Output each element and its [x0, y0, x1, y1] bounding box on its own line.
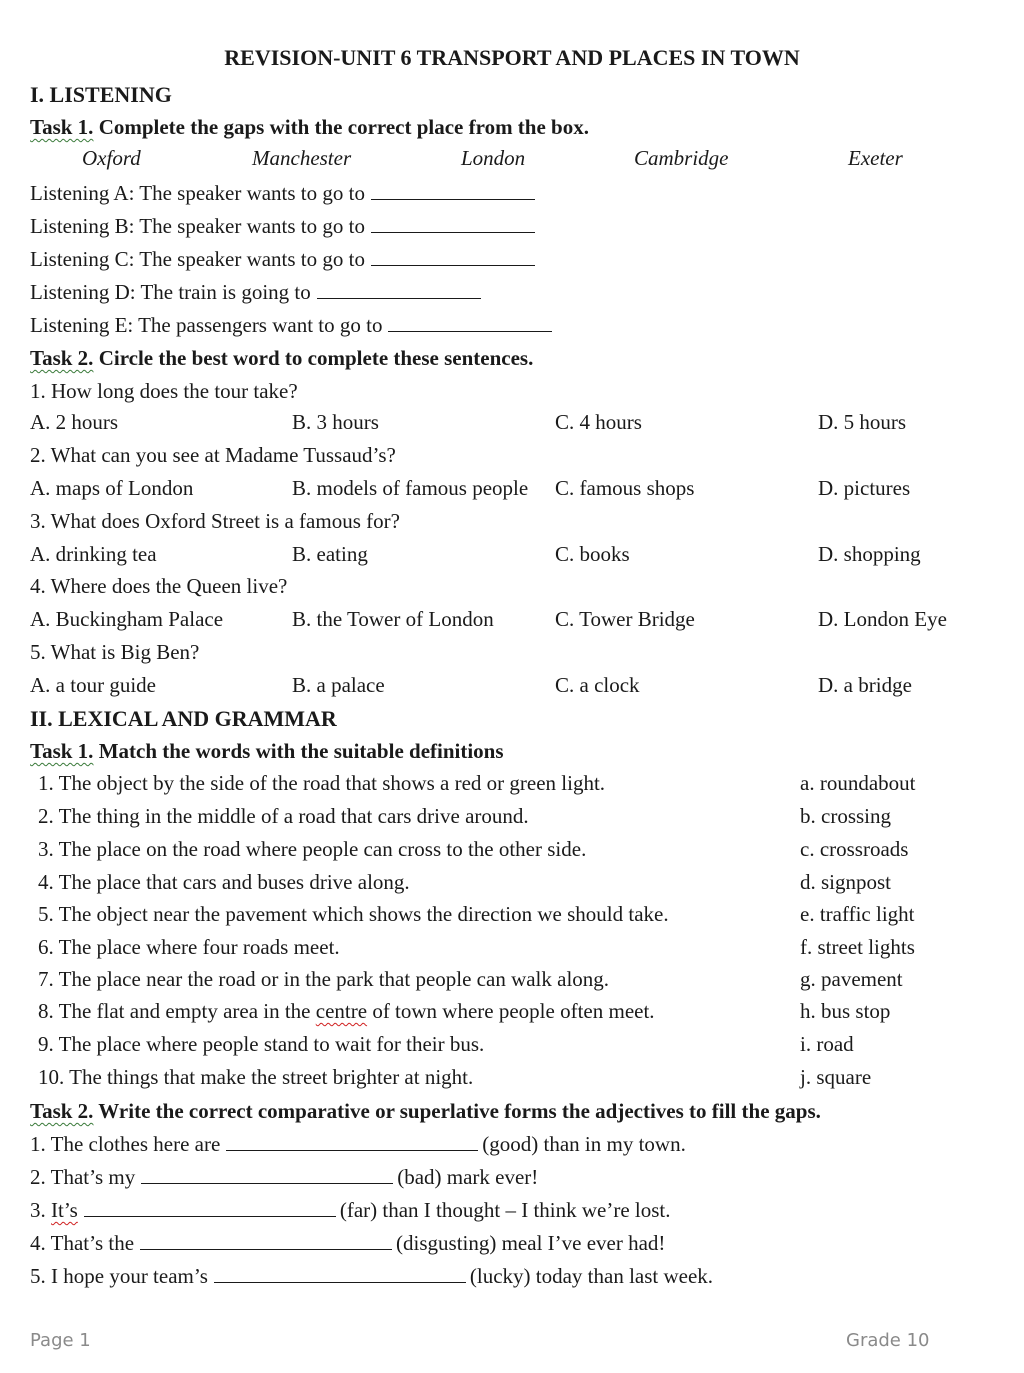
match-word-c: c. crossroads: [800, 837, 909, 861]
match-word-f: f. street lights: [800, 935, 915, 959]
worksheet-title: REVISION-UNIT 6 TRANSPORT AND PLACES IN TOWN: [224, 45, 800, 70]
q1-option-c[interactable]: C. 4 hours: [555, 410, 642, 434]
grammar-sentence-5-before: 5. I hope your team’s: [30, 1264, 208, 1288]
definition-8-part-3: of town where people often meet.: [367, 999, 655, 1023]
q5-option-b[interactable]: B. a palace: [292, 673, 385, 697]
place-option-2: Manchester: [252, 146, 352, 170]
grammar-sentence-4: [30, 1227, 665, 1260]
footer-page-number: Page 1: [30, 1330, 91, 1351]
question-1: 1. How long does the tour take?: [30, 379, 298, 403]
lexical-task1-instruction: Match the words with the suitable definitions: [93, 739, 504, 763]
grammar-sentence-1-after: (good) than in my town.: [482, 1132, 686, 1156]
question-5: 5. What is Big Ben?: [30, 640, 200, 664]
definition-5: 5. The object near the pavement which shows the direction we should take.: [38, 902, 669, 926]
q2-option-d[interactable]: D. pictures: [818, 476, 911, 500]
definition-6: 6. The place where four roads meet.: [38, 935, 340, 959]
answer-blank[interactable]: [214, 1260, 466, 1283]
q1-option-b[interactable]: B. 3 hours: [292, 410, 379, 434]
question-2: 2. What can you see at Madame Tussaud’s?: [30, 443, 396, 467]
answer-blank[interactable]: [371, 177, 535, 200]
lexical-task1-heading: [30, 735, 504, 768]
listening-task2-label: Task 2.: [30, 346, 94, 370]
answer-blank[interactable]: [84, 1194, 336, 1217]
q4-option-d[interactable]: D. London Eye: [818, 607, 947, 631]
grammar-sentence-3-prefix: 3.: [30, 1198, 51, 1222]
grammar-sentence-1-before: 1. The clothes here are: [30, 1132, 221, 1156]
match-word-h: h. bus stop: [800, 999, 891, 1023]
q3-option-c[interactable]: C. books: [555, 542, 630, 566]
listening-task1-label: Task 1.: [30, 115, 94, 139]
listening-item-e: [30, 309, 552, 342]
listening-item-a-text: Listening A: The speaker wants to go to: [30, 181, 365, 205]
definition-9: 9. The place where people stand to wait for their bus.: [38, 1032, 485, 1056]
grammar-sentence-5-after: (lucky) today than last week.: [469, 1264, 714, 1288]
listening-item-d-text: Listening D: The train is going to: [30, 280, 311, 304]
definition-8-spellcheck-word: centre: [315, 999, 368, 1023]
definition-2: 2. The thing in the middle of a road that cars drive around.: [38, 804, 529, 828]
q1-option-a[interactable]: A. 2 hours: [30, 410, 119, 434]
definition-10: 10. The things that make the street brighter at night.: [38, 1065, 474, 1089]
answer-blank[interactable]: [371, 210, 535, 233]
place-option-1: Oxford: [82, 146, 141, 170]
definition-1: 1. The object by the side of the road that shows a red or green light.: [38, 771, 606, 795]
definition-8-part-1: 8. The flat and empty area in the: [38, 999, 316, 1023]
listening-item-c-text: Listening C: The speaker wants to go to: [30, 247, 365, 271]
listening-item-b: [30, 210, 535, 243]
match-word-b: b. crossing: [800, 804, 891, 828]
q3-option-b[interactable]: B. eating: [292, 542, 368, 566]
lexical-task2-heading: [30, 1095, 821, 1128]
grammar-sentence-5: [30, 1260, 713, 1293]
q3-option-d[interactable]: D. shopping: [818, 542, 921, 566]
definition-8: [38, 995, 655, 1028]
answer-blank[interactable]: [317, 276, 481, 299]
grammar-sentence-3-spellcheck-word: It’s: [51, 1198, 78, 1222]
listening-task2-heading: [30, 342, 533, 375]
section-listening-heading: I. LISTENING: [30, 82, 172, 107]
answer-blank[interactable]: [388, 309, 552, 332]
match-word-a: a. roundabout: [800, 771, 916, 795]
answer-blank[interactable]: [140, 1227, 392, 1250]
q4-option-b[interactable]: B. the Tower of London: [292, 607, 494, 631]
q2-option-c[interactable]: C. famous shops: [555, 476, 695, 500]
grammar-sentence-2-before: 2. That’s my: [30, 1165, 136, 1189]
q4-option-a[interactable]: A. Buckingham Palace: [30, 607, 224, 631]
question-4: 4. Where does the Queen live?: [30, 574, 288, 598]
q5-option-a[interactable]: A. a tour guide: [30, 673, 156, 697]
listening-item-b-text: Listening B: The speaker wants to go to: [30, 214, 365, 238]
place-option-4: Cambridge: [634, 146, 729, 170]
place-option-3: London: [461, 146, 526, 170]
grammar-sentence-1: [30, 1128, 686, 1161]
section-lexical-heading: II. LEXICAL AND GRAMMAR: [30, 706, 337, 731]
place-option-5: Exeter: [848, 146, 903, 170]
match-word-e: e. traffic light: [800, 902, 915, 926]
definition-7: 7. The place near the road or in the park that people can walk along.: [38, 967, 610, 991]
grammar-sentence-2-after: (bad) mark ever!: [397, 1165, 539, 1189]
listening-task1-instruction: Complete the gaps with the correct place from the box.: [93, 115, 589, 139]
listening-task1-heading: [30, 111, 589, 144]
definition-3: 3. The place on the road where people can cross to the other side.: [38, 837, 587, 861]
grammar-sentence-3: [30, 1194, 671, 1227]
question-3: 3. What does Oxford Street is a famous for?: [30, 509, 400, 533]
q2-option-a[interactable]: A. maps of London: [30, 476, 194, 500]
grammar-sentence-4-after: (disgusting) meal I’ve ever had!: [396, 1231, 666, 1255]
lexical-task1-label: Task 1.: [30, 739, 94, 763]
match-word-g: g. pavement: [800, 967, 903, 991]
q3-option-a[interactable]: A. drinking tea: [30, 542, 157, 566]
footer-grade: Grade 10: [846, 1330, 930, 1351]
listening-item-a: [30, 177, 535, 210]
match-word-j: j. square: [800, 1065, 872, 1089]
grammar-sentence-4-before: 4. That’s the: [30, 1231, 135, 1255]
grammar-sentence-2: [30, 1161, 538, 1194]
answer-blank[interactable]: [371, 243, 535, 266]
q4-option-c[interactable]: C. Tower Bridge: [555, 607, 695, 631]
q1-option-d[interactable]: D. 5 hours: [818, 410, 907, 434]
match-word-i: i. road: [800, 1032, 854, 1056]
q2-option-b[interactable]: B. models of famous people: [292, 476, 529, 500]
listening-item-e-text: Listening E: The passengers want to go to: [30, 313, 383, 337]
definition-4: 4. The place that cars and buses drive along.: [38, 870, 410, 894]
q5-option-c[interactable]: C. a clock: [555, 673, 640, 697]
q5-option-d[interactable]: D. a bridge: [818, 673, 912, 697]
listening-task2-instruction: Circle the best word to complete these sentences.: [93, 346, 534, 370]
listening-item-c: [30, 243, 535, 276]
grammar-sentence-3-after: (far) than I thought – I think we’re lost.: [339, 1198, 671, 1222]
answer-blank[interactable]: [141, 1161, 393, 1184]
answer-blank[interactable]: [226, 1128, 478, 1151]
lexical-task2-instruction: Write the correct comparative or superlative forms the adjectives to fill the gaps.: [93, 1099, 821, 1123]
lexical-task2-label: Task 2.: [30, 1099, 94, 1123]
match-word-d: d. signpost: [800, 870, 892, 894]
listening-item-d: [30, 276, 481, 309]
